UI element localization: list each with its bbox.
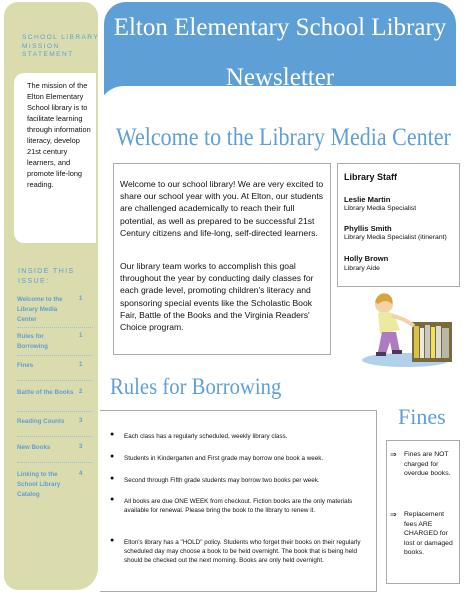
rule-text: Students in Kindergarten and First grade may borrow one book a week. [124,455,324,462]
toc-label: Reading Counts [17,418,65,425]
child-reading-clipart [356,286,456,368]
bullet-icon: ● [110,496,115,503]
toc-page: 1 [79,295,83,302]
bullet-icon: ● [110,537,115,544]
toc-divider [17,411,93,412]
staff-role: Library Media Specialist (itinerant) [344,234,447,241]
toc-heading: INSIDE THIS ISSUE: [18,266,75,285]
fines-heading: Fines [398,404,446,429]
welcome-heading: Welcome to the Library Media Center [116,124,451,151]
toc-page: 2 [79,388,83,395]
newsletter-title: Elton Elementary School Library [113,14,447,41]
toc-page: 1 [79,332,83,339]
mission-heading: SCHOOL LIBRARY MISSION STATEMENT [22,34,100,58]
rule-text: All books are due ONE WEEK from checkout. Fiction books are the only materials available for renewal. Please bring the book to the library to renew it. [124,498,353,514]
staff-role: Library Aide [344,265,380,272]
toc-divider [17,436,93,437]
rules-heading: Rules for Borrowing [110,374,282,399]
toc-divider [17,327,93,328]
toc-page: 1 [79,361,83,368]
toc-page: 3 [79,417,83,424]
fine-text: Fines are NOT charged for overdue books. [404,451,451,477]
toc-label: Battle of the Books [17,389,74,396]
toc-label: Rules for Borrowing [17,333,48,350]
rule-text: Each class has a regularly scheduled, weekly library class. [124,433,288,440]
staff-title: Library Staff [344,172,398,182]
toc-label: Welcome to the Library Media Center [17,296,63,323]
toc-divider [17,355,93,356]
toc-divider [17,462,93,463]
staff-role: Library Media Specialist [344,205,417,212]
toc-divider [17,380,93,381]
staff-name: Holly Brown [344,254,389,263]
arrow-right-icon: ⇒ [390,510,397,519]
staff-name: Phyllis Smith [344,224,392,233]
bullet-icon: ● [110,453,115,460]
fine-text: Replacement fees ARE CHARGED for lost or damaged books. [404,511,453,556]
toc-page: 4 [79,470,83,477]
arrow-right-icon: ⇒ [390,450,397,459]
toc-page: 3 [79,443,83,450]
mission-text: The mission of the Elton Elementary School library is to facilitate learning through information literacy, develop 21st century learners, and promote life-long reading. [27,81,91,189]
bullet-icon: ● [110,475,115,482]
welcome-paragraph-1: Welcome to our school library! We are very excited to share our school year with you. At Elton, our students are challenged academically to reach their full potential, as well as prepared to be successful 21st Century citizens and life-long, self-directed learners. [120,179,324,238]
toc-label: Linking to the School Library Catalog [17,471,61,498]
newsletter-subtitle: Newsletter [225,64,335,91]
bullet-icon: ● [110,431,115,438]
toc-label: Fines [17,362,34,369]
toc-label: New Books [17,444,51,451]
rule-text: Elton's library has a "HOLD" policy. Students who forget their books on their regularly scheduled day may choose a book to be held overnight. The book that is being held should be checked out the next morning. Books are only held overnight. [124,539,361,564]
rule-text: Second through Fifth grade students may borrow two books per week. [124,477,320,484]
welcome-paragraph-2: Our library team works to accomplish this goal throughout the year by conducting daily classes for each grade level, promoting children's literacy and sponsoring special events like the Scholastic Book Fair, Battle of the Books and the Virginia Readers' Choice program. [120,261,314,333]
staff-name: Leslie Martin [344,195,391,204]
